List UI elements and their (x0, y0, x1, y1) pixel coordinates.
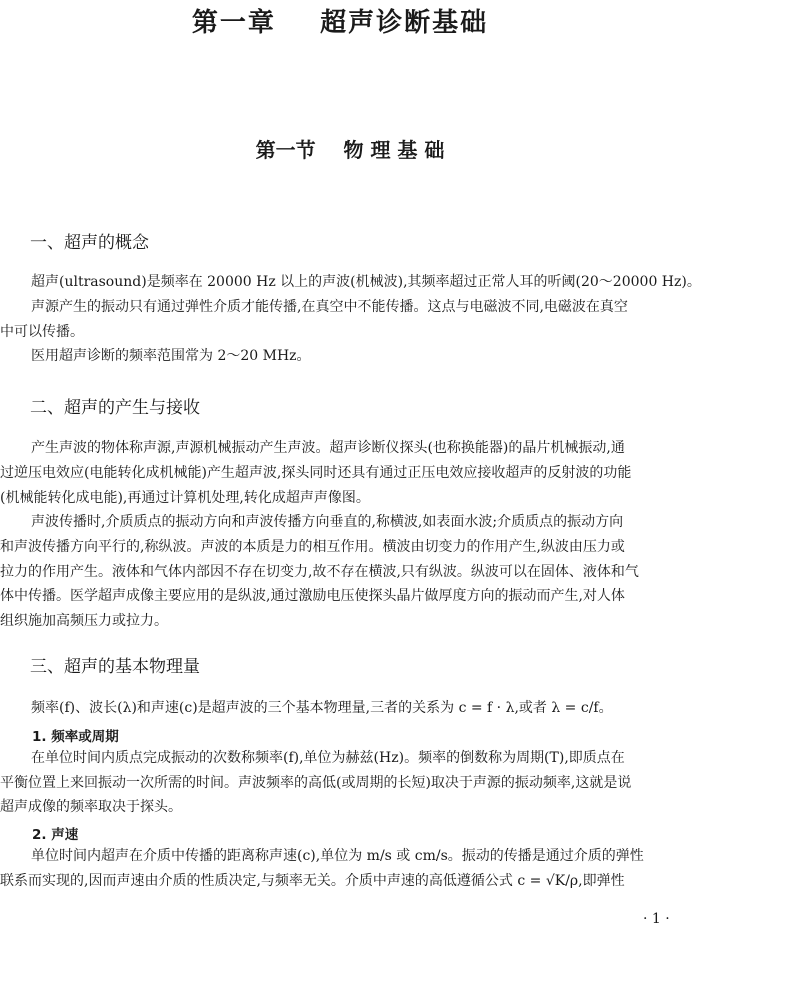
section-heading-quantities: 三、超声的基本物理量 (30, 657, 200, 677)
paragraph-line: 组织施加高频压力或拉力。 (0, 613, 168, 629)
paragraph-line: 声波传播时,介质质点的振动方向和声波传播方向垂直的,称横波,如表面水波;介质质点的振动方向 (31, 514, 624, 530)
paragraph-line: 超声(ultrasound)是频率在 20000 Hz 以上的声波(机械波),其频率超过正常人耳的听阈(20～20000 Hz)。 (31, 274, 701, 290)
paragraph-line: 中可以传播。 (0, 324, 84, 340)
paragraph-line: 过逆压电效应(电能转化成机械能)产生超声波,探头同时还具有通过正压电效应接收超声的反射波的功能 (0, 465, 632, 481)
page-number: · 1 · (643, 911, 670, 927)
paragraph-line: 平衡位置上来回振动一次所需的时间。声波频率的高低(或周期的长短)取决于声源的振动频率,这就是说 (0, 775, 632, 791)
paragraph-line: (机械能转化成电能),再通过计算机处理,转化成超声声像图。 (0, 490, 370, 506)
paragraph-line: 和声波传播方向平行的,称纵波。声波的本质是力的相互作用。横波由切变力的作用产生,纵波由压力或 (0, 539, 625, 555)
paragraph-line: 拉力的作用产生。液体和气体内部因不存在切变力,故不存在横波,只有纵波。纵波可以在固体、液体和气 (0, 564, 639, 580)
paragraph-line: 超声成像的频率取决于探头。 (0, 799, 182, 815)
section-title: 第一节 物 理 基 础 (255, 138, 445, 162)
paragraph-line: 声源产生的振动只有通过弹性介质才能传播,在真空中不能传播。这点与电磁波不同,电磁波在真空 (31, 299, 628, 315)
paragraph-line: 在单位时间内质点完成振动的次数称频率(f),单位为赫兹(Hz)。频率的倒数称为周期(T),即质点在 (31, 750, 625, 766)
chapter-title: 第一章 超声诊断基础 (191, 8, 489, 38)
subsection-heading-speed: 2. 声速 (32, 827, 79, 843)
paragraph-line: 产生声波的物体称声源,声源机械振动产生声波。超声诊断仪探头(也称换能器)的晶片机械振动,通 (31, 440, 625, 456)
subsection-heading-frequency: 1. 频率或周期 (32, 729, 119, 745)
section-heading-concept: 一、超声的概念 (30, 233, 149, 253)
section-heading-generation: 二、超声的产生与接收 (30, 398, 200, 418)
paragraph-line: 联系而实现的,因而声速由介质的性质决定,与频率无关。介质中声速的高低遵循公式 c = √K/ρ,即弹性 (0, 873, 625, 889)
paragraph-line: 单位时间内超声在介质中传播的距离称声速(c),单位为 m/s 或 cm/s。振动的传播是通过介质的弹性 (31, 848, 644, 864)
paragraph-line: 医用超声诊断的频率范围常为 2～20 MHz。 (31, 348, 311, 364)
paragraph-line: 体中传播。医学超声成像主要应用的是纵波,通过激励电压使探头晶片做厚度方向的振动而产生,对人体 (0, 588, 625, 604)
paragraph-line: 频率(f)、波长(λ)和声速(c)是超声波的三个基本物理量,三者的关系为 c = f · λ,或者 λ = c/f。 (31, 700, 613, 716)
